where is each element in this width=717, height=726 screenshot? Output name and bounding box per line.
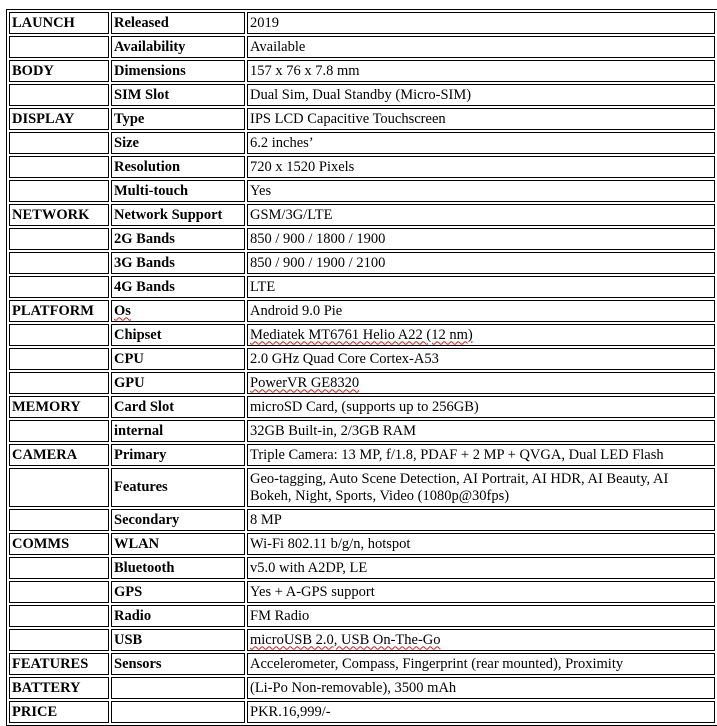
spec-row-2g-bands bbox=[9, 228, 715, 250]
label-cell: Released bbox=[111, 12, 245, 34]
category-cell: LAUNCH bbox=[9, 12, 109, 34]
spec-row-radio bbox=[9, 605, 715, 627]
value-cell: 720 x 1520 Pixels bbox=[247, 156, 715, 178]
label-cell: Type bbox=[111, 108, 245, 130]
label-cell: Primary bbox=[111, 444, 245, 466]
value-cell bbox=[247, 324, 715, 346]
value-cell: v5.0 with A2DP, LE bbox=[247, 557, 715, 579]
category-cell bbox=[9, 509, 109, 531]
spec-row-4g-bands bbox=[9, 276, 715, 298]
label-cell: Size bbox=[111, 132, 245, 154]
value-cell: 6.2 inches’ bbox=[247, 132, 715, 154]
category-cell bbox=[9, 84, 109, 106]
category-cell bbox=[9, 372, 109, 394]
category-cell: COMMS bbox=[9, 533, 109, 555]
value-cell: Yes + A-GPS support bbox=[247, 581, 715, 603]
category-cell bbox=[9, 557, 109, 579]
spec-row-wlan bbox=[9, 533, 715, 555]
spec-row-secondary-camera bbox=[9, 509, 715, 531]
label-cell: SIM Slot bbox=[111, 84, 245, 106]
spec-row-sensors bbox=[9, 653, 715, 675]
label-cell bbox=[111, 300, 245, 322]
category-cell bbox=[9, 324, 109, 346]
category-cell: NETWORK bbox=[9, 204, 109, 226]
value-text: microUSB 2.0, USB On-The-Go bbox=[250, 631, 441, 648]
label-cell: 3G Bands bbox=[111, 252, 245, 274]
label-cell: Radio bbox=[111, 605, 245, 627]
category-cell bbox=[9, 420, 109, 442]
label-cell: Multi-touch bbox=[111, 180, 245, 202]
spec-row-bluetooth bbox=[9, 557, 715, 579]
spec-row-gps bbox=[9, 581, 715, 603]
value-cell bbox=[247, 629, 715, 651]
value-cell: 2019 bbox=[247, 12, 715, 34]
label-cell: Network Support bbox=[111, 204, 245, 226]
spec-row-cpu bbox=[9, 348, 715, 370]
label-cell: Bluetooth bbox=[111, 557, 245, 579]
value-cell: Geo-tagging, Auto Scene Detection, AI Portrait, AI HDR, AI Beauty, AI Bokeh, Night, Sports, Video (1080p@30fps) bbox=[247, 468, 715, 507]
category-cell: DISPLAY bbox=[9, 108, 109, 130]
category-cell: MEMORY bbox=[9, 396, 109, 418]
category-cell bbox=[9, 629, 109, 651]
label-cell: internal bbox=[111, 420, 245, 442]
label-cell: Secondary bbox=[111, 509, 245, 531]
spec-row-price bbox=[9, 701, 715, 723]
label-cell bbox=[111, 677, 245, 699]
spec-row-card-slot bbox=[9, 396, 715, 418]
value-text: Mediatek MT6761 Helio A22 (12 nm) bbox=[250, 326, 473, 343]
value-cell: 850 / 900 / 1900 / 2100 bbox=[247, 252, 715, 274]
value-cell: 157 x 76 x 7.8 mm bbox=[247, 60, 715, 82]
value-cell: Android 9.0 Pie bbox=[247, 300, 715, 322]
label-cell: USB bbox=[111, 629, 245, 651]
spec-row-camera-features bbox=[9, 468, 715, 507]
label-cell bbox=[111, 701, 245, 723]
label-cell: Sensors bbox=[111, 653, 245, 675]
value-cell: Wi-Fi 802.11 b/g/n, hotspot bbox=[247, 533, 715, 555]
category-cell: BODY bbox=[9, 60, 109, 82]
spec-row-sim-slot bbox=[9, 84, 715, 106]
value-cell: 32GB Built-in, 2/3GB RAM bbox=[247, 420, 715, 442]
label-cell: Resolution bbox=[111, 156, 245, 178]
value-cell: Triple Camera: 13 MP, f/1.8, PDAF + 2 MP + QVGA, Dual LED Flash bbox=[247, 444, 715, 466]
value-text: PowerVR GE8320 bbox=[250, 374, 360, 391]
category-cell bbox=[9, 252, 109, 274]
label-text: Os bbox=[114, 302, 131, 319]
category-cell bbox=[9, 276, 109, 298]
value-cell: Accelerometer, Compass, Fingerprint (rear mounted), Proximity bbox=[247, 653, 715, 675]
value-cell: (Li-Po Non-removable), 3500 mAh bbox=[247, 677, 715, 699]
category-cell bbox=[9, 228, 109, 250]
label-cell: WLAN bbox=[111, 533, 245, 555]
spec-row-size bbox=[9, 132, 715, 154]
category-cell bbox=[9, 348, 109, 370]
category-cell bbox=[9, 581, 109, 603]
value-cell: FM Radio bbox=[247, 605, 715, 627]
value-cell: GSM/3G/LTE bbox=[247, 204, 715, 226]
value-cell bbox=[247, 372, 715, 394]
value-cell: Yes bbox=[247, 180, 715, 202]
spec-row-availability bbox=[9, 36, 715, 58]
value-cell: 2.0 GHz Quad Core Cortex-A53 bbox=[247, 348, 715, 370]
value-cell: IPS LCD Capacitive Touchscreen bbox=[247, 108, 715, 130]
spec-row-gpu bbox=[9, 372, 715, 394]
category-cell bbox=[9, 605, 109, 627]
value-cell: microSD Card, (supports up to 256GB) bbox=[247, 396, 715, 418]
category-cell bbox=[9, 180, 109, 202]
label-cell: Features bbox=[111, 468, 245, 507]
spec-row-chipset bbox=[9, 324, 715, 346]
value-cell: LTE bbox=[247, 276, 715, 298]
spec-row-primary-camera bbox=[9, 444, 715, 466]
spec-row-3g-bands bbox=[9, 252, 715, 274]
value-cell: Available bbox=[247, 36, 715, 58]
value-cell: PKR.16,999/- bbox=[247, 701, 715, 723]
spec-row-battery bbox=[9, 677, 715, 699]
category-cell bbox=[9, 156, 109, 178]
value-cell: Dual Sim, Dual Standby (Micro-SIM) bbox=[247, 84, 715, 106]
spec-row-released bbox=[9, 12, 715, 34]
spec-table bbox=[6, 9, 717, 726]
spec-row-os bbox=[9, 300, 715, 322]
label-cell: 2G Bands bbox=[111, 228, 245, 250]
spec-row-network-support bbox=[9, 204, 715, 226]
label-cell: Dimensions bbox=[111, 60, 245, 82]
category-cell: PRICE bbox=[9, 701, 109, 723]
spec-row-multi-touch bbox=[9, 180, 715, 202]
label-cell: CPU bbox=[111, 348, 245, 370]
spec-row-resolution bbox=[9, 156, 715, 178]
spec-row-usb bbox=[9, 629, 715, 651]
label-cell: Availability bbox=[111, 36, 245, 58]
category-cell bbox=[9, 132, 109, 154]
label-cell: Chipset bbox=[111, 324, 245, 346]
label-cell: GPU bbox=[111, 372, 245, 394]
label-cell: 4G Bands bbox=[111, 276, 245, 298]
category-cell: PLATFORM bbox=[9, 300, 109, 322]
value-cell: 8 MP bbox=[247, 509, 715, 531]
category-cell: CAMERA bbox=[9, 444, 109, 466]
category-cell bbox=[9, 468, 109, 507]
category-cell: BATTERY bbox=[9, 677, 109, 699]
label-cell: GPS bbox=[111, 581, 245, 603]
category-cell bbox=[9, 36, 109, 58]
category-cell: FEATURES bbox=[9, 653, 109, 675]
label-cell: Card Slot bbox=[111, 396, 245, 418]
spec-row-dimensions bbox=[9, 60, 715, 82]
value-cell: 850 / 900 / 1800 / 1900 bbox=[247, 228, 715, 250]
spec-row-internal bbox=[9, 420, 715, 442]
spec-row-display-type bbox=[9, 108, 715, 130]
